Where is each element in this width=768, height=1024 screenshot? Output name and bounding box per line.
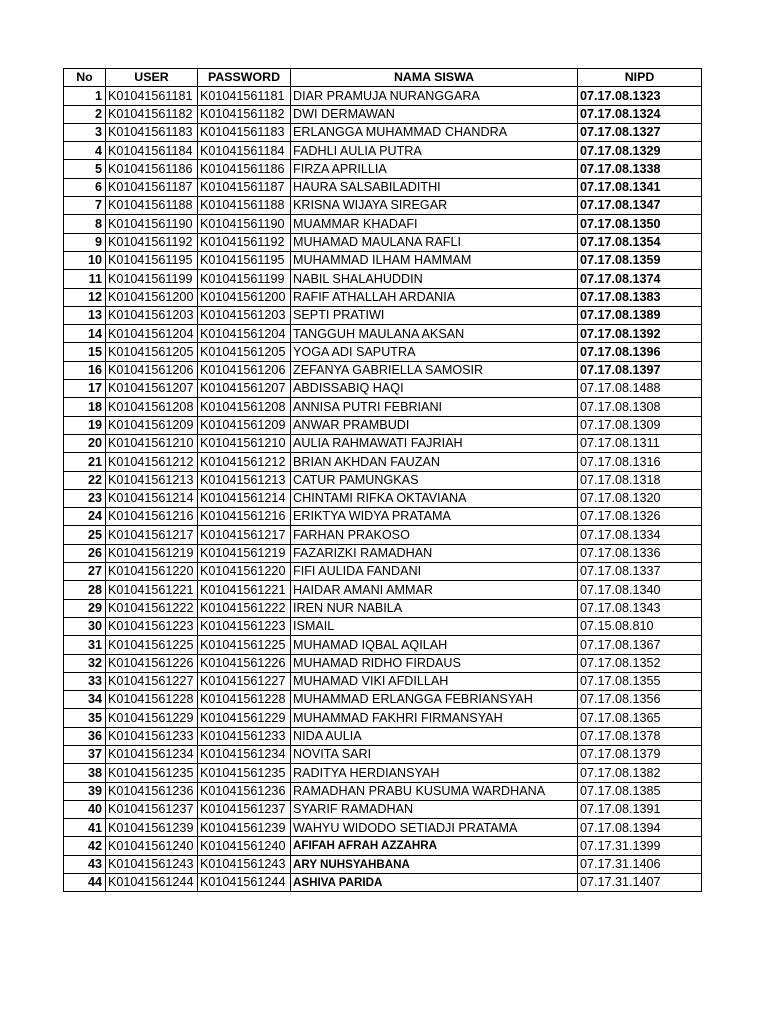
row-number: 19 (64, 416, 106, 434)
nipd-cell: 07.17.08.1329 (578, 142, 702, 160)
user-cell: K01041561240 (106, 837, 198, 855)
row-number: 13 (64, 306, 106, 324)
table-header (64, 69, 702, 87)
password-cell: K01041561219 (198, 544, 291, 562)
student-name-cell: ERIKTYA WIDYA PRATAMA (291, 508, 578, 526)
student-name-cell: ERLANGGA MUHAMMAD CHANDRA (291, 123, 578, 141)
table-row (64, 855, 702, 873)
table-row (64, 142, 702, 160)
nipd-cell: 07.17.08.1488 (578, 380, 702, 398)
table-row (64, 178, 702, 196)
student-name-cell: BRIAN AKHDAN FAUZAN (291, 453, 578, 471)
user-cell: K01041561183 (106, 123, 198, 141)
row-number: 39 (64, 782, 106, 800)
user-cell: K01041561206 (106, 361, 198, 379)
nipd-cell: 07.17.08.1340 (578, 581, 702, 599)
password-cell: K01041561205 (198, 343, 291, 361)
header-nipd: NIPD (578, 69, 702, 87)
table-row (64, 398, 702, 416)
table-row (64, 160, 702, 178)
nipd-cell: 07.17.08.1396 (578, 343, 702, 361)
row-number: 3 (64, 123, 106, 141)
nipd-cell: 07.17.08.1326 (578, 508, 702, 526)
student-name-cell: RAFIF ATHALLAH ARDANIA (291, 288, 578, 306)
user-cell: K01041561237 (106, 800, 198, 818)
nipd-cell: 07.17.08.1389 (578, 306, 702, 324)
student-name-cell: MUHAMAD IQBAL AQILAH (291, 636, 578, 654)
student-name-cell: MUHAMAD MAULANA RAFLI (291, 233, 578, 251)
table-row (64, 654, 702, 672)
row-number: 22 (64, 471, 106, 489)
table-row (64, 800, 702, 818)
student-name-cell: FIFI AULIDA FANDANI (291, 563, 578, 581)
password-cell: K01041561216 (198, 508, 291, 526)
header-password: PASSWORD (198, 69, 291, 87)
student-name-cell: DIAR PRAMUJA NURANGGARA (291, 87, 578, 105)
user-cell: K01041561229 (106, 709, 198, 727)
row-number: 12 (64, 288, 106, 306)
user-cell: K01041561212 (106, 453, 198, 471)
password-cell: K01041561190 (198, 215, 291, 233)
nipd-cell: 07.17.08.1397 (578, 361, 702, 379)
user-cell: K01041561216 (106, 508, 198, 526)
row-number: 44 (64, 874, 106, 892)
nipd-cell: 07.17.08.1327 (578, 123, 702, 141)
row-number: 11 (64, 270, 106, 288)
student-name-cell: HAIDAR AMANI AMMAR (291, 581, 578, 599)
password-cell: K01041561186 (198, 160, 291, 178)
nipd-cell: 07.17.08.1383 (578, 288, 702, 306)
password-cell: K01041561183 (198, 123, 291, 141)
nipd-cell: 07.17.08.1343 (578, 599, 702, 617)
password-cell: K01041561243 (198, 855, 291, 873)
row-number: 32 (64, 654, 106, 672)
password-cell: K01041561181 (198, 87, 291, 105)
student-name-cell: FIRZA APRILLIA (291, 160, 578, 178)
table-row (64, 288, 702, 306)
password-cell: K01041561229 (198, 709, 291, 727)
user-cell: K01041561226 (106, 654, 198, 672)
table-row (64, 105, 702, 123)
student-name-cell: MUHAMMAD ERLANGGA FEBRIANSYAH (291, 691, 578, 709)
table-row (64, 617, 702, 635)
row-number: 6 (64, 178, 106, 196)
user-cell: K01041561213 (106, 471, 198, 489)
table-row (64, 123, 702, 141)
table-row (64, 343, 702, 361)
table-row (64, 691, 702, 709)
row-number: 42 (64, 837, 106, 855)
password-cell: K01041561212 (198, 453, 291, 471)
table-row (64, 745, 702, 763)
table-row (64, 599, 702, 617)
nipd-cell: 07.17.08.1311 (578, 434, 702, 452)
user-cell: K01041561243 (106, 855, 198, 873)
student-name-cell: IREN NUR NABILA (291, 599, 578, 617)
row-number: 31 (64, 636, 106, 654)
nipd-cell: 07.17.08.1385 (578, 782, 702, 800)
row-number: 10 (64, 251, 106, 269)
user-cell: K01041561195 (106, 251, 198, 269)
student-name-cell: DWI DERMAWAN (291, 105, 578, 123)
nipd-cell: 07.17.08.1356 (578, 691, 702, 709)
row-number: 23 (64, 489, 106, 507)
row-number: 38 (64, 764, 106, 782)
nipd-cell: 07.17.08.1320 (578, 489, 702, 507)
table-row (64, 416, 702, 434)
nipd-cell: 07.17.08.1341 (578, 178, 702, 196)
user-cell: K01041561188 (106, 197, 198, 215)
student-name-cell: ABDISSABIQ HAQI (291, 380, 578, 398)
nipd-cell: 07.17.08.1309 (578, 416, 702, 434)
row-number: 17 (64, 380, 106, 398)
table-row (64, 215, 702, 233)
password-cell: K01041561188 (198, 197, 291, 215)
password-cell: K01041561210 (198, 434, 291, 452)
user-cell: K01041561221 (106, 581, 198, 599)
row-number: 26 (64, 544, 106, 562)
student-name-cell: ARY NUHSYAHBANA (291, 855, 578, 873)
user-cell: K01041561192 (106, 233, 198, 251)
nipd-cell: 07.17.08.1350 (578, 215, 702, 233)
student-name-cell: YOGA ADI SAPUTRA (291, 343, 578, 361)
password-cell: K01041561237 (198, 800, 291, 818)
user-cell: K01041561239 (106, 819, 198, 837)
nipd-cell: 07.17.31.1407 (578, 874, 702, 892)
user-cell: K01041561187 (106, 178, 198, 196)
row-number: 4 (64, 142, 106, 160)
table-row (64, 563, 702, 581)
password-cell: K01041561200 (198, 288, 291, 306)
row-number: 5 (64, 160, 106, 178)
user-cell: K01041561223 (106, 617, 198, 635)
student-name-cell: FARHAN PRAKOSO (291, 526, 578, 544)
password-cell: K01041561184 (198, 142, 291, 160)
password-cell: K01041561222 (198, 599, 291, 617)
student-name-cell: WAHYU WIDODO SETIADJI PRATAMA (291, 819, 578, 837)
password-cell: K01041561236 (198, 782, 291, 800)
table-row (64, 251, 702, 269)
nipd-cell: 07.17.08.1338 (578, 160, 702, 178)
table-row (64, 471, 702, 489)
password-cell: K01041561240 (198, 837, 291, 855)
row-number: 35 (64, 709, 106, 727)
user-cell: K01041561225 (106, 636, 198, 654)
nipd-cell: 07.17.08.1367 (578, 636, 702, 654)
table-row (64, 581, 702, 599)
header-nama-siswa: NAMA SISWA (291, 69, 578, 87)
password-cell: K01041561223 (198, 617, 291, 635)
user-cell: K01041561205 (106, 343, 198, 361)
table-row (64, 361, 702, 379)
student-account-table (63, 68, 702, 892)
header-row (64, 69, 702, 87)
header-no: No (64, 69, 106, 87)
password-cell: K01041561187 (198, 178, 291, 196)
user-cell: K01041561233 (106, 727, 198, 745)
nipd-cell: 07.17.08.1391 (578, 800, 702, 818)
user-cell: K01041561235 (106, 764, 198, 782)
table-row (64, 380, 702, 398)
password-cell: K01041561235 (198, 764, 291, 782)
password-cell: K01041561203 (198, 306, 291, 324)
row-number: 37 (64, 745, 106, 763)
student-name-cell: SYARIF RAMADHAN (291, 800, 578, 818)
table-row (64, 837, 702, 855)
user-cell: K01041561182 (106, 105, 198, 123)
user-cell: K01041561186 (106, 160, 198, 178)
row-number: 25 (64, 526, 106, 544)
nipd-cell: 07.17.08.1308 (578, 398, 702, 416)
table-row (64, 764, 702, 782)
row-number: 21 (64, 453, 106, 471)
table-row (64, 270, 702, 288)
row-number: 28 (64, 581, 106, 599)
student-name-cell: RAMADHAN PRABU KUSUMA WARDHANA (291, 782, 578, 800)
user-cell: K01041561222 (106, 599, 198, 617)
password-cell: K01041561233 (198, 727, 291, 745)
password-cell: K01041561239 (198, 819, 291, 837)
nipd-cell: 07.17.08.1316 (578, 453, 702, 471)
table-row (64, 508, 702, 526)
user-cell: K01041561236 (106, 782, 198, 800)
row-number: 15 (64, 343, 106, 361)
header-user: USER (106, 69, 198, 87)
table-row (64, 544, 702, 562)
student-name-cell: MUHAMMAD FAKHRI FIRMANSYAH (291, 709, 578, 727)
password-cell: K01041561221 (198, 581, 291, 599)
user-cell: K01041561204 (106, 325, 198, 343)
table-row (64, 782, 702, 800)
nipd-cell: 07.17.08.1352 (578, 654, 702, 672)
password-cell: K01041561182 (198, 105, 291, 123)
student-name-cell: CATUR PAMUNGKAS (291, 471, 578, 489)
nipd-cell: 07.15.08.810 (578, 617, 702, 635)
user-cell: K01041561208 (106, 398, 198, 416)
student-name-cell: AFIFAH AFRAH AZZAHRA (291, 837, 578, 855)
table-row (64, 325, 702, 343)
password-cell: K01041561227 (198, 672, 291, 690)
student-name-cell: FADHLI AULIA PUTRA (291, 142, 578, 160)
row-number: 40 (64, 800, 106, 818)
nipd-cell: 07.17.08.1392 (578, 325, 702, 343)
nipd-cell: 07.17.08.1347 (578, 197, 702, 215)
password-cell: K01041561199 (198, 270, 291, 288)
student-name-cell: MUHAMAD VIKI AFDILLAH (291, 672, 578, 690)
password-cell: K01041561207 (198, 380, 291, 398)
table-row (64, 87, 702, 105)
nipd-cell: 07.17.08.1379 (578, 745, 702, 763)
student-name-cell: KRISNA WIJAYA SIREGAR (291, 197, 578, 215)
user-cell: K01041561181 (106, 87, 198, 105)
user-cell: K01041561220 (106, 563, 198, 581)
table-row (64, 672, 702, 690)
student-name-cell: ISMAIL (291, 617, 578, 635)
row-number: 2 (64, 105, 106, 123)
nipd-cell: 07.17.08.1365 (578, 709, 702, 727)
password-cell: K01041561226 (198, 654, 291, 672)
user-cell: K01041561244 (106, 874, 198, 892)
student-name-cell: HAURA SALSABILADITHI (291, 178, 578, 196)
student-name-cell: MUHAMMAD ILHAM HAMMAM (291, 251, 578, 269)
nipd-cell: 07.17.08.1382 (578, 764, 702, 782)
user-cell: K01041561199 (106, 270, 198, 288)
row-number: 20 (64, 434, 106, 452)
table-body (64, 87, 702, 892)
row-number: 34 (64, 691, 106, 709)
student-name-cell: AULIA RAHMAWATI FAJRIAH (291, 434, 578, 452)
table-row (64, 233, 702, 251)
row-number: 24 (64, 508, 106, 526)
nipd-cell: 07.17.08.1337 (578, 563, 702, 581)
row-number: 30 (64, 617, 106, 635)
nipd-cell: 07.17.08.1318 (578, 471, 702, 489)
password-cell: K01041561225 (198, 636, 291, 654)
user-cell: K01041561217 (106, 526, 198, 544)
nipd-cell: 07.17.08.1359 (578, 251, 702, 269)
row-number: 18 (64, 398, 106, 416)
password-cell: K01041561213 (198, 471, 291, 489)
user-cell: K01041561190 (106, 215, 198, 233)
student-name-cell: FAZARIZKI RAMADHAN (291, 544, 578, 562)
nipd-cell: 07.17.08.1355 (578, 672, 702, 690)
student-name-cell: SEPTI PRATIWI (291, 306, 578, 324)
table-row (64, 526, 702, 544)
table-row (64, 636, 702, 654)
student-name-cell: NABIL SHALAHUDDIN (291, 270, 578, 288)
student-name-cell: NIDA AULIA (291, 727, 578, 745)
user-cell: K01041561184 (106, 142, 198, 160)
password-cell: K01041561208 (198, 398, 291, 416)
student-name-cell: CHINTAMI RIFKA OKTAVIANA (291, 489, 578, 507)
nipd-cell: 07.17.31.1399 (578, 837, 702, 855)
user-cell: K01041561207 (106, 380, 198, 398)
nipd-cell: 07.17.08.1323 (578, 87, 702, 105)
student-name-cell: ASHIVA PARIDA (291, 874, 578, 892)
table-row (64, 453, 702, 471)
user-cell: K01041561209 (106, 416, 198, 434)
row-number: 1 (64, 87, 106, 105)
table-row (64, 819, 702, 837)
password-cell: K01041561234 (198, 745, 291, 763)
row-number: 8 (64, 215, 106, 233)
table-row (64, 489, 702, 507)
student-name-cell: RADITYA HERDIANSYAH (291, 764, 578, 782)
row-number: 33 (64, 672, 106, 690)
row-number: 36 (64, 727, 106, 745)
student-name-cell: ANNISA PUTRI FEBRIANI (291, 398, 578, 416)
password-cell: K01041561209 (198, 416, 291, 434)
table-row (64, 434, 702, 452)
row-number: 43 (64, 855, 106, 873)
nipd-cell: 07.17.08.1334 (578, 526, 702, 544)
table-row (64, 709, 702, 727)
table-row (64, 306, 702, 324)
student-name-cell: MUHAMAD RIDHO FIRDAUS (291, 654, 578, 672)
row-number: 41 (64, 819, 106, 837)
row-number: 29 (64, 599, 106, 617)
nipd-cell: 07.17.08.1324 (578, 105, 702, 123)
password-cell: K01041561228 (198, 691, 291, 709)
nipd-cell: 07.17.08.1378 (578, 727, 702, 745)
password-cell: K01041561244 (198, 874, 291, 892)
row-number: 14 (64, 325, 106, 343)
password-cell: K01041561195 (198, 251, 291, 269)
user-cell: K01041561200 (106, 288, 198, 306)
row-number: 16 (64, 361, 106, 379)
password-cell: K01041561206 (198, 361, 291, 379)
password-cell: K01041561192 (198, 233, 291, 251)
user-cell: K01041561203 (106, 306, 198, 324)
table-row (64, 874, 702, 892)
user-cell: K01041561219 (106, 544, 198, 562)
user-cell: K01041561227 (106, 672, 198, 690)
table-row (64, 727, 702, 745)
table-row (64, 197, 702, 215)
user-cell: K01041561234 (106, 745, 198, 763)
password-cell: K01041561217 (198, 526, 291, 544)
student-name-cell: MUAMMAR KHADAFI (291, 215, 578, 233)
user-cell: K01041561210 (106, 434, 198, 452)
row-number: 9 (64, 233, 106, 251)
nipd-cell: 07.17.08.1374 (578, 270, 702, 288)
student-name-cell: NOVITA SARI (291, 745, 578, 763)
password-cell: K01041561220 (198, 563, 291, 581)
student-name-cell: ZEFANYA GABRIELLA SAMOSIR (291, 361, 578, 379)
row-number: 7 (64, 197, 106, 215)
password-cell: K01041561204 (198, 325, 291, 343)
student-name-cell: TANGGUH MAULANA AKSAN (291, 325, 578, 343)
row-number: 27 (64, 563, 106, 581)
user-cell: K01041561228 (106, 691, 198, 709)
password-cell: K01041561214 (198, 489, 291, 507)
nipd-cell: 07.17.08.1394 (578, 819, 702, 837)
nipd-cell: 07.17.08.1354 (578, 233, 702, 251)
user-cell: K01041561214 (106, 489, 198, 507)
nipd-cell: 07.17.08.1336 (578, 544, 702, 562)
student-name-cell: ANWAR PRAMBUDI (291, 416, 578, 434)
nipd-cell: 07.17.31.1406 (578, 855, 702, 873)
